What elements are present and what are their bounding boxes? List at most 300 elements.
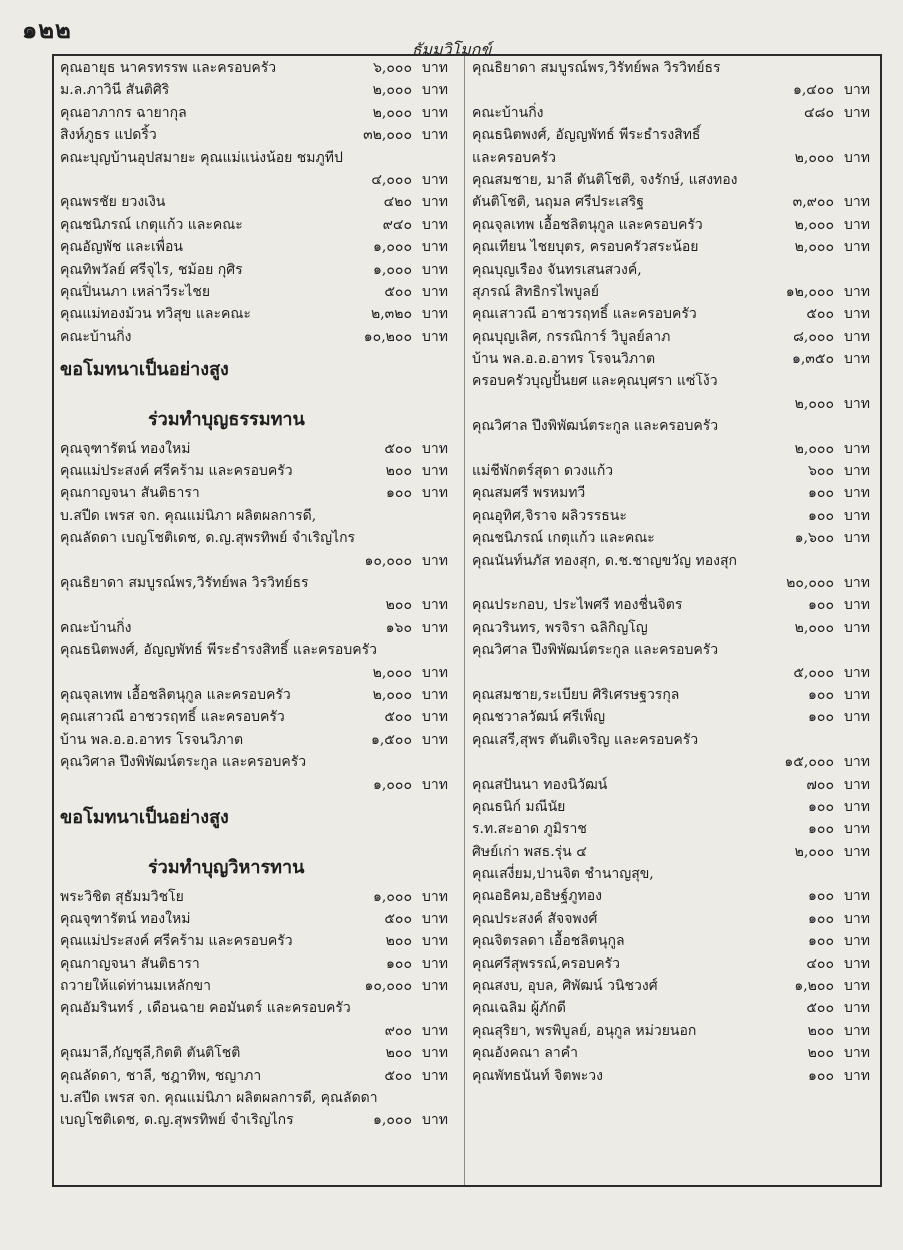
donation-amount: ๑๐๐ (386, 955, 412, 972)
donor-name: คุณชนิภรณ์ เกตุแก้ว และคณะ (60, 216, 243, 233)
donor-name: คุณสงบ, อุบล, ศิพัฒน์ วนิชวงศ์ (472, 978, 658, 995)
currency-unit: บาท (422, 776, 448, 793)
donation-row (60, 281, 456, 303)
currency-unit: บาท (844, 843, 870, 860)
donor-name-line: คุณธิยาดา สมบูรณ์พร,วิรัทย์พล วิรวิทย์ธร (472, 60, 721, 76)
donor-name: คณะบ้านกิ่ง (60, 619, 132, 636)
running-head: ธัมมวิโมกข์ (411, 40, 492, 59)
donation-row (472, 1065, 878, 1087)
donation-amount: ๒,๐๐๐ (794, 440, 834, 457)
donation-row (472, 79, 878, 101)
donor-name: คุณจุลเทพ เอื้อชลิตนุกูล และครอบครัว (472, 216, 703, 233)
currency-unit: บาท (844, 328, 870, 345)
donor-name: คุณพัทธนันท์ จิตพะวง (472, 1067, 603, 1084)
currency-unit: บาท (844, 395, 870, 412)
donation-row (60, 79, 456, 101)
donor-name (472, 393, 762, 415)
currency-unit: บาท (844, 933, 870, 950)
donation-amount: ๑,๐๐๐ (373, 1112, 412, 1129)
donation-row (60, 953, 456, 975)
donation-amount: ๑๐,๐๐๐ (364, 552, 412, 569)
donor-name: ศิษย์เก่า พสธ.รุ่น ๔ (472, 843, 587, 860)
donation-row (60, 124, 456, 146)
donation-row (60, 774, 456, 796)
donation-amount: ๒,๐๐๐ (794, 239, 834, 256)
currency-unit: บาท (422, 104, 448, 121)
right-column (472, 56, 878, 1185)
donor-name: คุณสปันนา ทองนิวัฒน์ (472, 776, 608, 793)
currency-unit: บาท (422, 60, 448, 76)
donation-row (60, 617, 456, 639)
currency-unit: บาท (422, 910, 448, 927)
donor-name (60, 169, 324, 191)
currency-unit: บาท (422, 306, 448, 323)
donor-name: คุณจุฑารัตน์ ทองใหม่ (60, 910, 191, 927)
currency-unit: บาท (422, 664, 448, 681)
donation-row (472, 572, 878, 594)
currency-unit: บาท (844, 1022, 870, 1039)
donation-amount: ๑๐๐ (808, 507, 834, 524)
donation-row (60, 303, 456, 325)
currency-unit: บาท (844, 530, 870, 547)
donor-name: คุณอังคณา ลาคำ (472, 1045, 578, 1062)
donor-name: บ้าน พล.อ.อ.อาทร โรจนวิภาต (60, 731, 244, 748)
thanks-heading: ขอโมทนาเป็นอย่างสูง (60, 359, 229, 381)
donation-row (60, 57, 456, 79)
donor-name: ร.ท.สะอาด ภูมิราช (472, 821, 587, 838)
donation-amount: ๑,๔๐๐ (792, 82, 834, 99)
donor-name: คุณอาภากร ฉายากุล (60, 104, 187, 121)
donor-name-line: คุณธนิตพงศ์, อัญญพัทธ์ พีระธำรงสิทธิ์ และครอบครัว (60, 642, 377, 659)
donor-name: คุณชวาลวัฒน์ ศรีเพ็ญ (472, 709, 606, 726)
donation-amount: ๕๐๐ (384, 440, 412, 457)
donation-row (472, 975, 878, 997)
donation-row (60, 191, 456, 213)
donation-row (60, 1020, 456, 1042)
donation-row (60, 169, 456, 191)
donor-name: คณะบ้านกิ่ง (472, 104, 544, 121)
donation-amount: ๒๐,๐๐๐ (786, 574, 834, 591)
donor-name-line: คุณธนิตพงศ์, อัญญพัทธ์ พีระธำรงสิทธิ์ (472, 127, 701, 144)
donation-row (472, 393, 878, 415)
donor-name: แม่ชีพักตร์สุดา ดวงแก้ว (472, 463, 614, 480)
currency-unit: บาท (844, 1067, 870, 1084)
donor-name: คุณอุทิศ,จิราจ ผลิวรรธนะ (472, 507, 627, 524)
donor-name (472, 572, 762, 594)
donor-name (472, 751, 762, 773)
donation-amount: ๒๐๐ (385, 933, 412, 950)
donation-row (60, 102, 456, 124)
donation-row (60, 214, 456, 236)
donation-row (60, 460, 456, 482)
currency-unit: บาท (422, 709, 448, 726)
donation-amount: ๖,๐๐๐ (373, 60, 412, 76)
thanks-heading: ขอโมทนาเป็นอย่างสูง (60, 806, 229, 828)
donor-name (60, 774, 324, 796)
donation-amount: ๑,๐๐๐ (373, 776, 412, 793)
donor-name-line: บ.สปีด เพรส จก. คุณแม่นิภา ผลิตผลการดี, (60, 507, 317, 524)
donation-amount: ๒,๐๐๐ (794, 216, 834, 233)
donor-name: คุณเฉลิม ผู้ภักดี (472, 1000, 566, 1017)
donor-name (60, 1020, 324, 1042)
donation-amount: ๘,๐๐๐ (793, 328, 834, 345)
currency-unit: บาท (844, 955, 870, 972)
donation-row (472, 102, 878, 124)
donor-name-line: คุณนันท์นภัส ทองสุก, ด.ช.ชาญขวัญ ทองสุก (472, 552, 738, 569)
currency-unit: บาท (844, 104, 870, 121)
donation-amount: ๕,๐๐๐ (793, 664, 834, 681)
donation-row (472, 953, 878, 975)
donation-amount: ๑๐,๒๐๐ (363, 328, 412, 345)
donor-name (60, 662, 324, 684)
currency-unit: บาท (844, 776, 870, 793)
currency-unit: บาท (844, 306, 870, 323)
donor-name: คุณแม่ทองม้วน ทวิสุข และคณะ (60, 306, 251, 323)
donation-amount: ๒,๓๒๐ (370, 306, 412, 323)
currency-unit: บาท (844, 888, 870, 905)
donation-row (60, 706, 456, 728)
donor-name-line: คุณวิศาล ปึงพิพัฒน์ตระกูล และครอบครัว (60, 754, 307, 771)
currency-unit: บาท (844, 194, 870, 211)
donor-name: คุณชนิภรณ์ เกตุแก้ว และคณะ (472, 530, 655, 547)
donation-amount: ๑,๕๐๐ (370, 731, 412, 748)
donor-name: สิงห์ภูธร แปดริ้ว (60, 127, 157, 144)
currency-unit: บาท (422, 194, 448, 211)
donation-row (472, 191, 878, 213)
donation-amount: ๑๐๐ (808, 821, 834, 838)
donation-amount: ๒๐๐ (385, 597, 412, 614)
donation-amount: ๒,๐๐๐ (794, 619, 834, 636)
currency-unit: บาท (422, 933, 448, 950)
donation-row (472, 147, 878, 169)
donor-name (472, 438, 762, 460)
currency-unit: บาท (422, 1045, 448, 1062)
donor-name-line: คณะบุญบ้านอุปสมายะ คุณแม่แน่งน้อย ชมภูทีป (60, 149, 343, 166)
donation-amount: ๔๐๐ (806, 955, 834, 972)
donor-name-line: คุณบุญเรือง จันทรเสนสวงค์, (472, 261, 642, 278)
page-number: ๑๒๒ (22, 16, 72, 44)
currency-unit: บาท (844, 485, 870, 502)
currency-unit: บาท (844, 1000, 870, 1017)
donation-row (472, 527, 878, 549)
donor-name-line: คุณอัมรินทร์ , เดือนฉาย คอมันตร์ และครอบครัว (60, 1000, 351, 1017)
donor-name: คุณบุญเลิศ, กรรณิการ์ วิบูลย์ลาภ (472, 328, 671, 345)
donor-list-frame (52, 54, 882, 1187)
donor-name: คุณอายุธ นาครทรรพ และครอบครัว (60, 60, 277, 76)
donation-row (472, 684, 878, 706)
currency-unit: บาท (844, 351, 870, 368)
donation-row (472, 774, 878, 796)
currency-unit: บาท (844, 239, 870, 256)
currency-unit: บาท (422, 552, 448, 569)
donor-name: คุณกาญจนา สันติธารา (60, 955, 200, 972)
donor-name: คุณเทียน ไชยบุตร, ครอบครัวสระน้อย (472, 239, 699, 256)
donation-amount: ๑๐๐ (808, 1067, 834, 1084)
donation-amount: ๒,๐๐๐ (794, 843, 834, 860)
donation-amount: ๑๐๐ (808, 888, 834, 905)
donation-amount: ๙๔๐ (382, 216, 412, 233)
donation-row (472, 594, 878, 616)
donation-row (472, 908, 878, 930)
donation-amount: ๑๕,๐๐๐ (784, 754, 834, 771)
donation-amount: ๖๐๐ (808, 463, 834, 480)
donation-row (472, 482, 878, 504)
donation-amount: ๒,๐๐๐ (372, 104, 412, 121)
currency-unit: บาท (422, 216, 448, 233)
donor-name: คุณกาญจนา สันติธารา (60, 485, 200, 502)
donation-amount: ๑๐๐ (808, 686, 834, 703)
donation-amount: ๒,๐๐๐ (372, 686, 412, 703)
donation-amount: ๔๒๐ (383, 194, 412, 211)
donation-amount: ๒๐๐ (385, 1045, 412, 1062)
donation-row (60, 326, 456, 348)
donation-row (60, 550, 456, 572)
donation-row (60, 886, 456, 908)
donation-row (472, 1042, 878, 1064)
donation-amount: ๑๐๐ (808, 485, 834, 502)
donation-row (60, 1109, 456, 1131)
donor-name-line: คุณวิศาล ปึงพิพัฒน์ตระกูล และครอบครัว (472, 642, 719, 659)
donor-name: คุณอธิคม,อธิษฐ์ภูทอง (472, 888, 602, 905)
donor-name-line: คุณวิศาล ปึงพิพัฒน์ตระกูล และครอบครัว (472, 418, 719, 435)
donation-amount: ๑๐๐ (808, 798, 834, 815)
currency-unit: บาท (844, 686, 870, 703)
donor-name-line: คุณธิยาดา สมบูรณ์พร,วิรัทย์พล วิรวิทย์ธร (60, 575, 309, 592)
currency-unit: บาท (844, 507, 870, 524)
donor-name: คุณมาลี,กัญชุลี,กิตติ ตันติโชติ (60, 1045, 241, 1062)
donation-row (60, 594, 456, 616)
currency-unit: บาท (422, 283, 448, 300)
donor-name (472, 79, 762, 101)
donor-name: คุณวรินทร, พรจิรา ฉลิกิญโญ (472, 619, 648, 636)
currency-unit: บาท (422, 731, 448, 748)
donor-name: พระวิชิต สุธัมมวิชโย (60, 888, 184, 905)
donor-name: คุณพรชัย ยวงเงิน (60, 194, 166, 211)
donation-amount: ๑๐๐ (808, 933, 834, 950)
currency-unit: บาท (422, 261, 448, 278)
donation-amount: ๒,๐๐๐ (372, 82, 412, 99)
donation-row (472, 438, 878, 460)
donation-amount: ๕๐๐ (384, 1067, 412, 1084)
donor-name: คณะบ้านกิ่ง (60, 328, 132, 345)
donation-amount: ๒๐๐ (807, 1022, 834, 1039)
donation-amount: ๕๐๐ (806, 1000, 834, 1017)
donor-name: เบญโชติเดช, ด.ญ.สุพรทิพย์ จำเริญไกร (60, 1112, 294, 1129)
donation-amount: ๕๐๐ (384, 709, 412, 726)
donor-name-line: คุณเสงี่ยม,ปานจิต ชำนาญสุข, (472, 866, 654, 883)
donation-row (472, 796, 878, 818)
donation-row (472, 505, 878, 527)
currency-unit: บาท (422, 619, 448, 636)
donation-row (60, 684, 456, 706)
left-column (60, 56, 456, 1185)
donation-row (60, 259, 456, 281)
currency-unit: บาท (422, 978, 448, 995)
currency-unit: บาท (422, 328, 448, 345)
donation-amount: ๓,๙๐๐ (792, 194, 834, 211)
donation-row (60, 1042, 456, 1064)
donation-amount: ๗๐๐ (806, 776, 834, 793)
donation-row (472, 617, 878, 639)
donor-name: คุณแม่ประสงค์ ศรีคร้าม และครอบครัว (60, 933, 293, 950)
donor-name (60, 550, 324, 572)
currency-unit: บาท (422, 82, 448, 99)
donation-row (60, 482, 456, 504)
currency-unit: บาท (422, 686, 448, 703)
donation-amount: ๕๐๐ (384, 283, 412, 300)
donation-row (472, 1020, 878, 1042)
donation-row (472, 885, 878, 907)
currency-unit: บาท (844, 463, 870, 480)
donor-name: คุณสมศรี พรหมทวี (472, 485, 586, 502)
donation-amount: ๑๐๐ (808, 597, 834, 614)
currency-unit: บาท (422, 888, 448, 905)
currency-unit: บาท (844, 440, 870, 457)
currency-unit: บาท (844, 1045, 870, 1062)
donor-name: คุณลัดดา, ชาลี, ชฎาทิพ, ชญาภา (60, 1067, 262, 1084)
currency-unit: บาท (844, 149, 870, 166)
currency-unit: บาท (844, 216, 870, 233)
donation-amount: ๑,๓๕๐ (791, 351, 834, 368)
section-heading: ร่วมทำบุญวิหารทาน (148, 856, 305, 878)
donor-name (60, 594, 324, 616)
currency-unit: บาท (844, 597, 870, 614)
donation-row (60, 729, 456, 751)
donor-name: และครอบครัว (472, 149, 557, 166)
currency-unit: บาท (422, 463, 448, 480)
currency-unit: บาท (844, 82, 870, 99)
donation-row (60, 975, 456, 997)
currency-unit: บาท (844, 821, 870, 838)
currency-unit: บาท (844, 910, 870, 927)
column-divider (464, 56, 465, 1185)
donor-name: คุณเสาวณี อาชวรฤทธิ์ และครอบครัว (472, 306, 697, 323)
donor-name: คุณศรีสุพรรณ์,ครอบครัว (472, 955, 620, 972)
donation-amount: ๑๐,๐๐๐ (364, 978, 412, 995)
currency-unit: บาท (844, 754, 870, 771)
donation-amount: ๑๐๐ (386, 485, 412, 502)
donor-name: ตันติโชติ, นฤมล ศรีประเสริฐ (472, 194, 644, 211)
donation-row (60, 1065, 456, 1087)
currency-unit: บาท (844, 978, 870, 995)
currency-unit: บาท (844, 574, 870, 591)
donation-row (472, 326, 878, 348)
donor-name: คุณสุริยา, พรพิบูลย์, อนุกูล หม่วยนอก (472, 1022, 697, 1039)
donation-amount: ๑๖๐ (385, 619, 412, 636)
currency-unit: บาท (422, 171, 448, 188)
donation-amount: ๒๐๐ (385, 463, 412, 480)
currency-unit: บาท (844, 709, 870, 726)
donor-name-line: คุณเสรี,สุพร ตันติเจริญ และครอบครัว (472, 731, 699, 748)
donor-name: คุณเสาวณี อาชวรฤทธิ์ และครอบครัว (60, 709, 285, 726)
donor-name (472, 662, 762, 684)
donation-amount: ๒,๐๐๐ (794, 149, 834, 166)
currency-unit: บาท (844, 283, 870, 300)
currency-unit: บาท (422, 597, 448, 614)
donor-name: คุณปิ่นนภา เหล่าวีระไชย (60, 283, 211, 300)
donor-name-line: คุณสมชาย, มาลี ตันติโชติ, จงรักษ์, แสงทอง (472, 171, 738, 188)
currency-unit: บาท (422, 1067, 448, 1084)
donor-name-line: บ.สปีด เพรส จก. คุณแม่นิภา ผลิตผลการดี, คุณลัดดา (60, 1090, 378, 1107)
donation-amount: ๑,๖๐๐ (794, 530, 834, 547)
donation-row (60, 236, 456, 258)
donation-amount: ๑,๐๐๐ (373, 239, 412, 256)
donation-amount: ๓๒,๐๐๐ (363, 127, 412, 144)
donor-name: คุณสมชาย,ระเบียบ ศิริเศรษฐวรกุล (472, 686, 680, 703)
donation-row (472, 303, 878, 325)
donor-name: คุณจุลเทพ เอื้อชลิตนุกูล และครอบครัว (60, 686, 291, 703)
donation-amount: ๑,๒๐๐ (794, 978, 834, 995)
donation-amount: ๒,๐๐๐ (372, 664, 412, 681)
donation-row (472, 214, 878, 236)
currency-unit: บาท (422, 1112, 448, 1129)
donation-amount: ๕๐๐ (384, 910, 412, 927)
donor-name: บ้าน พล.อ.อ.อาทร โรจนวิภาต (472, 351, 656, 368)
donation-row (60, 438, 456, 460)
donation-amount: ๑๒,๐๐๐ (785, 283, 834, 300)
donation-row (60, 908, 456, 930)
donor-name: คุณจุฑารัตน์ ทองใหม่ (60, 440, 191, 457)
donation-row (472, 460, 878, 482)
donation-amount: ๔,๐๐๐ (371, 171, 412, 188)
currency-unit: บาท (422, 239, 448, 256)
currency-unit: บาท (422, 1022, 448, 1039)
donation-row (472, 662, 878, 684)
donor-name: คุณธนิก์ มณีนัย (472, 798, 566, 815)
donor-name: คุณจิตรลดา เอื้อชลิตนุกูล (472, 933, 625, 950)
donation-row (60, 662, 456, 684)
donation-row (60, 930, 456, 952)
donation-amount: ๙๐๐ (384, 1022, 412, 1039)
section-heading: ร่วมทำบุญธรรมทาน (148, 408, 305, 430)
currency-unit: บาท (844, 664, 870, 681)
donation-amount: ๔๘๐ (804, 104, 834, 121)
donation-row (472, 818, 878, 840)
currency-unit: บาท (844, 619, 870, 636)
donation-amount: ๑,๐๐๐ (373, 888, 412, 905)
donation-amount: ๒,๐๐๐ (794, 395, 834, 412)
donation-amount: ๑๐๐ (808, 910, 834, 927)
donor-name: ม.ล.ภาวินี สันติศิริ (60, 82, 170, 99)
donor-name: คุณอัญพัช และเพื่อน (60, 239, 183, 256)
donor-name: ถวายให้แด่ท่านมเหลักขา (60, 978, 211, 995)
donation-amount: ๕๐๐ (806, 306, 834, 323)
currency-unit: บาท (422, 485, 448, 502)
currency-unit: บาท (422, 127, 448, 144)
donation-row (472, 348, 878, 370)
currency-unit: บาท (844, 798, 870, 815)
donor-name: สุภรณ์ สิทธิกรไพบูลย์ (472, 283, 599, 300)
donation-row (472, 236, 878, 258)
donation-amount: ๒๐๐ (807, 1045, 834, 1062)
donation-row (472, 930, 878, 952)
donation-amount: ๑๐๐ (808, 709, 834, 726)
donor-name-line: ครอบครัวบุญปั้นยศ และคุณบุศรา แซ่โง้ว (472, 373, 718, 390)
donor-name-line: คุณลัดดา เบญโชติเดช, ด.ญ.สุพรทิพย์ จำเริญไกร (60, 530, 356, 547)
donation-row (472, 997, 878, 1019)
donation-row (472, 706, 878, 728)
donor-name: คุณทิพวัลย์ ศรีจุไร, ชม้อย กุศิร (60, 261, 243, 278)
donor-name: คุณประสงค์ สัจจพงศ์ (472, 910, 598, 927)
donor-name: คุณประกอบ, ประไพศรี ทองชื่นจิตร (472, 597, 683, 614)
donation-row (472, 751, 878, 773)
donation-amount: ๑,๐๐๐ (373, 261, 412, 278)
donation-row (472, 281, 878, 303)
currency-unit: บาท (422, 440, 448, 457)
donor-name: คุณแม่ประสงค์ ศรีคร้าม และครอบครัว (60, 463, 293, 480)
donation-row (472, 841, 878, 863)
currency-unit: บาท (422, 955, 448, 972)
